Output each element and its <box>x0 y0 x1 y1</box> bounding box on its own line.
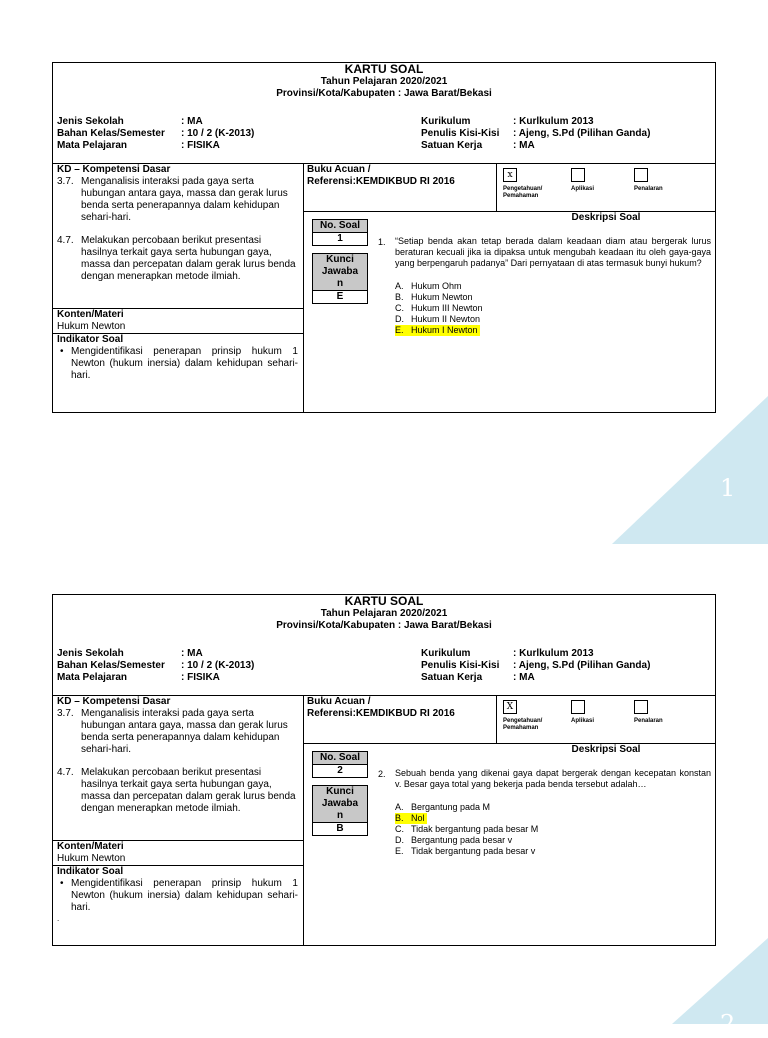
level-label: Aplikasi <box>571 186 595 192</box>
kd-item <box>53 767 303 815</box>
card-meta <box>57 648 711 684</box>
konten-title: Konten/Materi <box>57 841 124 852</box>
mapel-label: Mata Pelajaran <box>57 672 128 683</box>
answer-option <box>395 325 480 336</box>
answer-option <box>395 813 427 824</box>
satuan-value: : MA <box>513 140 535 151</box>
kd-number: 4.7. <box>57 235 74 246</box>
buku-line: Buku Acuan / <box>307 696 371 707</box>
kurikulum-label: Kurikulum <box>421 116 471 127</box>
nosoal-value: 1 <box>313 233 367 245</box>
indikator-text: Mengidentifikasi penerapan prinsip hukum 1 Newton (hukum inersia) dalam kehidupan sehari-hari. <box>71 878 298 913</box>
penulis-value: : Ajeng, S.Pd (Pilihan Ganda) <box>513 660 651 671</box>
buku-line: Buku Acuan / <box>307 164 371 175</box>
checkbox-aplikasi[interactable] <box>571 168 585 182</box>
konten-title: Konten/Materi <box>57 309 124 320</box>
nosoal-label: No. Soal <box>313 752 367 765</box>
kd-item <box>53 235 303 283</box>
checkbox-pengetahuan[interactable]: x <box>503 168 517 182</box>
answer-option <box>395 824 538 835</box>
penulis-label: Penulis Kisi-Kisi <box>421 660 500 671</box>
kunci-label-line: Jawaba <box>321 266 359 277</box>
kelas-label: Bahan Kelas/Semester <box>57 660 165 671</box>
option-text: Hukum II Newton <box>411 314 481 324</box>
option-letter: C. <box>395 824 404 834</box>
option-letter: B. <box>395 292 404 302</box>
buku-acuan <box>307 696 455 720</box>
penulis-label: Penulis Kisi-Kisi <box>421 128 500 139</box>
card-header <box>53 63 715 100</box>
indikator-item <box>53 878 303 914</box>
checkbox-pengetahuan[interactable]: X <box>503 700 517 714</box>
kunci-label <box>313 786 367 823</box>
card-body <box>53 695 715 945</box>
kd-text: Menganalisis interaksi pada gaya serta hubungan antara gaya, massa dan gerak lurus benda serta penerapannya dalam kehidupan sehari-hari. <box>81 176 288 223</box>
option-letter: D. <box>395 314 404 324</box>
kurikulum-value: : Kurlkulum 2013 <box>513 116 594 127</box>
option-text: Nol <box>411 813 425 823</box>
kunci-label-line: n <box>336 810 344 821</box>
kunci-label-line: Jawaba <box>321 798 359 809</box>
nosoal-box <box>312 219 368 246</box>
option-letter: C. <box>395 303 404 313</box>
indikator-title: Indikator Soal <box>57 334 124 345</box>
card-title: KARTU SOAL <box>344 594 424 608</box>
answer-option <box>395 835 538 846</box>
level-label <box>503 186 542 200</box>
card-body <box>53 163 715 412</box>
answer-option <box>395 802 538 813</box>
kunci-box <box>312 253 368 304</box>
card-meta <box>57 116 711 152</box>
satuan-label: Satuan Kerja <box>421 672 483 683</box>
checkbox-aplikasi[interactable] <box>571 700 585 714</box>
answer-options <box>395 281 483 336</box>
level-label-line: Pengetahuan/ <box>503 718 543 724</box>
deskripsi-title: Deskripsi Soal <box>571 212 641 223</box>
konten-value: Hukum Newton <box>57 853 126 864</box>
mapel-value: : FISIKA <box>181 140 220 151</box>
kelas-value: : 10 / 2 (K-2013) <box>181 128 255 139</box>
option-letter: E. <box>395 846 404 856</box>
card-title: KARTU SOAL <box>344 62 424 76</box>
jenis-label: Jenis Sekolah <box>57 648 124 659</box>
answer-option <box>395 846 538 857</box>
card-header <box>53 595 715 632</box>
school-year: Tahun Pelajaran 2020/2021 <box>320 76 448 87</box>
level-label-line: Pemahaman <box>503 193 539 199</box>
kunci-value: E <box>313 291 367 303</box>
level-label: Aplikasi <box>571 718 595 724</box>
kurikulum-label: Kurikulum <box>421 648 471 659</box>
nosoal-label: No. Soal <box>313 220 367 233</box>
indikator-text: Mengidentifikasi penerapan prinsip hukum 1 Newton (hukum inersia) dalam kehidupan sehari-hari. <box>71 346 298 381</box>
nosoal-box <box>312 751 368 778</box>
konten-value: Hukum Newton <box>57 321 126 332</box>
deskripsi-title: Deskripsi Soal <box>571 744 641 755</box>
option-letter: A. <box>395 802 404 812</box>
question-number: 1. <box>378 237 386 247</box>
kunci-label-line: Kunci <box>326 254 354 265</box>
kd-title: KD – Kompetensi Dasar <box>57 164 171 175</box>
kd-text: Melakukan percobaan berikut presentasi hasilnya terkait gaya serta hubungan gaya, massa dan percepatan dalam gerak lurus benda dengan menerapkan metode ilmiah. <box>81 767 296 814</box>
level-label-line: Pengetahuan/ <box>503 186 543 192</box>
answer-option <box>395 281 483 292</box>
kelas-label: Bahan Kelas/Semester <box>57 128 165 139</box>
kelas-value: : 10 / 2 (K-2013) <box>181 660 255 671</box>
konten-section <box>53 840 303 865</box>
left-column <box>53 164 304 412</box>
level-label <box>503 718 542 732</box>
indikator-section <box>53 333 303 382</box>
indikator-section <box>53 865 303 923</box>
question-text: Sebuah benda yang dikenai gaya dapat bergerak dengan kecepatan konstan v. Besar gaya total yang bekerja pada benda tersebut adalah… <box>395 768 711 789</box>
konten-section <box>53 308 303 333</box>
checkbox-penalaran[interactable] <box>634 168 648 182</box>
level-label-line: Pemahaman <box>503 725 539 731</box>
option-text: Tidak bergantung pada besar v <box>411 846 536 856</box>
option-letter: E. <box>395 325 404 335</box>
indikator-item <box>53 346 303 382</box>
jenis-value: : MA <box>181 116 203 127</box>
jenis-value: : MA <box>181 648 203 659</box>
answer-options <box>395 802 538 857</box>
bullet-icon: • <box>60 878 64 889</box>
answer-option <box>395 314 483 325</box>
buku-line: Referensi:KEMDIKBUD RI 2016 <box>307 176 455 187</box>
kunci-label-line: n <box>336 278 344 289</box>
kunci-label <box>313 254 367 291</box>
kd-number: 3.7. <box>57 176 74 187</box>
kd-title: KD – Kompetensi Dasar <box>57 696 171 707</box>
buku-line: Referensi:KEMDIKBUD RI 2016 <box>307 708 455 719</box>
level-label: Penalaran <box>634 186 663 192</box>
kd-number: 3.7. <box>57 708 74 719</box>
kd-number: 4.7. <box>57 767 74 778</box>
nosoal-value: 2 <box>313 765 367 777</box>
kd-text: Melakukan percobaan berikut presentasi hasilnya terkait gaya serta hubungan gaya, massa dan percepatan dalam gerak lurus benda dengan menerapkan metode ilmiah. <box>81 235 296 282</box>
question-card <box>52 62 716 413</box>
mapel-value: : FISIKA <box>181 672 220 683</box>
left-column <box>53 696 304 945</box>
kunci-value: B <box>313 823 367 835</box>
page-number: 1 <box>720 474 736 502</box>
option-text: Hukum Ohm <box>411 281 462 291</box>
option-letter: A. <box>395 281 404 291</box>
question-card <box>52 594 716 946</box>
question-number: 2. <box>378 769 386 779</box>
option-text: Tidak bergantung pada besar M <box>411 824 539 834</box>
level-label: Penalaran <box>634 718 663 724</box>
option-text: Hukum I Newton <box>411 325 478 335</box>
buku-acuan <box>307 164 455 188</box>
option-text: Bergantung pada besar v <box>411 835 513 845</box>
school-year: Tahun Pelajaran 2020/2021 <box>320 608 448 619</box>
option-letter: D. <box>395 835 404 845</box>
province: Provinsi/Kota/Kabupaten : Jawa Barat/Bekasi <box>276 620 492 631</box>
satuan-label: Satuan Kerja <box>421 140 483 151</box>
right-column <box>303 164 715 412</box>
trailing-mark: . <box>57 914 60 923</box>
right-column <box>303 696 715 945</box>
indikator-title: Indikator Soal <box>57 866 124 877</box>
mapel-label: Mata Pelajaran <box>57 140 128 151</box>
kurikulum-value: : Kurlkulum 2013 <box>513 648 594 659</box>
answer-option <box>395 292 483 303</box>
bullet-icon: • <box>60 346 64 357</box>
page-number: 2 <box>720 1010 736 1038</box>
option-text: Hukum III Newton <box>411 303 483 313</box>
checkbox-penalaran[interactable] <box>634 700 648 714</box>
question-text: “Setiap benda akan tetap berada dalam keadaan diam atau bergerak lurus beraturan kecuali jika ia dipaksa untuk mengubah keadaan itu oleh gaya-gaya yang berpengaruh padanya” Dari pernyataan di atas termasuk bunyi hukum? <box>395 236 711 268</box>
option-text: Bergantung pada M <box>411 802 491 812</box>
kd-text: Menganalisis interaksi pada gaya serta hubungan antara gaya, massa dan gerak lurus benda serta penerapannya dalam kehidupan sehari-hari. <box>81 708 288 755</box>
jenis-label: Jenis Sekolah <box>57 116 124 127</box>
answer-option <box>395 303 483 314</box>
page-corner-triangle <box>612 396 768 544</box>
kd-item <box>53 176 303 224</box>
province: Provinsi/Kota/Kabupaten : Jawa Barat/Bekasi <box>276 88 492 99</box>
penulis-value: : Ajeng, S.Pd (Pilihan Ganda) <box>513 128 651 139</box>
option-text: Hukum Newton <box>411 292 473 302</box>
option-letter: B. <box>395 813 404 823</box>
kunci-label-line: Kunci <box>326 786 354 797</box>
kunci-box <box>312 785 368 836</box>
kd-item <box>53 708 303 756</box>
satuan-value: : MA <box>513 672 535 683</box>
